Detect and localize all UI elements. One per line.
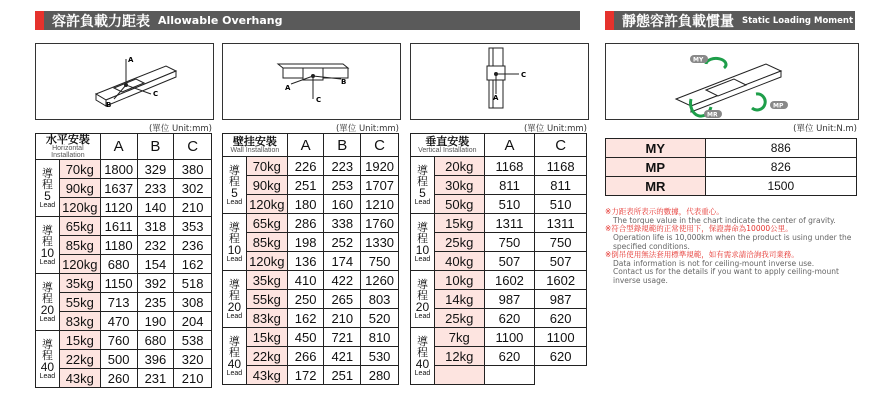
axis-a-label: A — [128, 56, 134, 64]
unit-label-vertical: (單位 Unit:mm) — [523, 124, 587, 134]
value-cell: 232 — [137, 236, 174, 255]
moment-key: MY — [606, 139, 706, 158]
mr-label: MR — [707, 111, 718, 119]
value-cell: 450 — [287, 328, 324, 347]
moment-header — [605, 11, 855, 30]
table-row — [411, 252, 587, 271]
value-cell: 1168 — [535, 157, 587, 176]
load-cell: 15kg — [246, 328, 287, 347]
table-row — [411, 366, 587, 385]
table-row — [223, 366, 399, 385]
note-2-en-1: Operation life is 10,000km when the product is using under the — [613, 232, 852, 242]
note-2-en-2: specified conditions. — [613, 241, 690, 251]
overhang-title-zh: 容許負載力距表 — [52, 13, 150, 30]
axis-b-label: B — [106, 101, 112, 109]
table-row — [223, 290, 399, 309]
axis-b-label: B — [341, 78, 347, 86]
load-cell: 83kg — [246, 309, 287, 328]
value-cell: 1637 — [100, 179, 137, 198]
load-cell: 65kg — [59, 217, 100, 236]
load-cell: 120kg — [246, 252, 287, 271]
value-cell: 210 — [324, 309, 361, 328]
lead-cell: 導 程 20 Lead — [411, 271, 435, 328]
horizontal-overhang-table — [35, 133, 212, 388]
axis-a-label: A — [493, 94, 499, 102]
table-row — [411, 271, 587, 290]
lead-cell: 導 程 10 Lead — [223, 214, 247, 271]
value-cell: 1311 — [535, 214, 587, 233]
value-cell: 233 — [137, 179, 174, 198]
load-cell: 22kg — [246, 347, 287, 366]
load-cell: 85kg — [59, 236, 100, 255]
table-row — [36, 369, 212, 388]
moment-value: 826 — [705, 158, 856, 177]
table-row — [36, 331, 212, 350]
value-cell: 421 — [324, 347, 361, 366]
value-cell: 520 — [361, 309, 399, 328]
table-row — [223, 195, 399, 214]
overhang-title-en: Allowable Overhang — [158, 14, 283, 27]
axis-c-label: C — [153, 90, 159, 98]
value-cell: 620 — [484, 309, 535, 328]
table-row — [36, 198, 212, 217]
my-label: MY — [693, 56, 704, 64]
value-cell: 308 — [174, 293, 212, 312]
table-row — [411, 347, 587, 366]
value-cell: 721 — [324, 328, 361, 347]
value-cell: 507 — [535, 252, 587, 271]
value-cell: 1311 — [484, 214, 535, 233]
value-cell: 231 — [137, 369, 174, 388]
value-cell: 266 — [287, 347, 324, 366]
value-cell: 226 — [287, 157, 324, 176]
install-type-header: 壁挂安裝 Wall Installation — [223, 134, 288, 157]
load-cell: 35kg — [59, 274, 100, 293]
value-cell: 140 — [137, 198, 174, 217]
axis-a-label: A — [285, 84, 291, 92]
header-accent-mark — [605, 11, 614, 30]
mp-label: MP — [773, 102, 784, 110]
table-row — [223, 214, 399, 233]
horizontal-slider-icon — [36, 44, 213, 119]
value-cell: 198 — [287, 233, 324, 252]
note-1-en: The torque value in the chart indicate the center of gravity. — [613, 215, 836, 225]
value-cell: 190 — [137, 312, 174, 331]
load-cell: 15kg — [434, 214, 484, 233]
col-b-header: B — [137, 134, 174, 160]
moment-diagram — [605, 43, 859, 120]
vertical-slider-icon — [411, 44, 588, 119]
unit-label-horizontal: (單位 Unit:mm) — [148, 124, 212, 134]
value-cell: 1602 — [484, 271, 535, 290]
load-cell: 20kg — [434, 157, 484, 176]
lead-cell: 導 程 20 Lead — [36, 274, 60, 331]
value-cell: 750 — [535, 233, 587, 252]
value-cell: 250 — [287, 290, 324, 309]
value-cell: 810 — [361, 328, 399, 347]
value-cell: 396 — [137, 350, 174, 369]
value-cell: 510 — [535, 195, 587, 214]
value-cell: 803 — [361, 290, 399, 309]
moment-slider-icon — [606, 44, 858, 119]
lead-cell: 導 程 40 Lead — [36, 331, 60, 388]
load-cell: 70kg — [246, 157, 287, 176]
col-a-header: A — [100, 134, 137, 160]
value-cell: 223 — [324, 157, 361, 176]
value-cell: 251 — [324, 366, 361, 385]
note-3-en-2: Contact us for the details if you want to apply ceiling-mount — [613, 267, 839, 277]
load-cell: 50kg — [434, 195, 484, 214]
value-cell: 174 — [324, 252, 361, 271]
value-cell: 680 — [100, 255, 137, 274]
value-cell: 172 — [287, 366, 324, 385]
value-cell: 620 — [484, 347, 535, 366]
unit-label-wall: (單位 Unit:mm) — [335, 124, 399, 134]
table-row — [411, 157, 587, 176]
load-cell: 55kg — [246, 290, 287, 309]
moment-value: 1500 — [705, 177, 856, 196]
value-cell: 987 — [484, 290, 535, 309]
lead-cell: 導 程 40 Lead — [411, 328, 435, 385]
note-3-en-1: Data information is not for ceiling-mount inverse use. — [613, 258, 815, 268]
load-cell: 85kg — [246, 233, 287, 252]
moment-row — [606, 158, 857, 177]
lead-cell: 導 程 5 Lead — [223, 157, 247, 214]
value-cell: 410 — [287, 271, 324, 290]
load-cell — [434, 366, 484, 385]
load-cell: 14kg — [434, 290, 484, 309]
col-a-header: A — [287, 134, 324, 157]
value-cell: 280 — [361, 366, 399, 385]
table-row — [223, 176, 399, 195]
lead-cell: 導 程 5 Lead — [36, 160, 60, 217]
load-cell: 83kg — [59, 312, 100, 331]
table-row — [411, 328, 587, 347]
load-cell: 120kg — [246, 195, 287, 214]
table-row — [36, 160, 212, 179]
value-cell: 265 — [324, 290, 361, 309]
value-cell: 160 — [324, 195, 361, 214]
table-row — [223, 309, 399, 328]
value-cell: 760 — [100, 331, 137, 350]
value-cell: 811 — [535, 176, 587, 195]
moment-row — [606, 139, 857, 158]
header-accent-mark — [35, 11, 44, 30]
value-cell: 180 — [287, 195, 324, 214]
load-cell: 120kg — [59, 255, 100, 274]
moment-row — [606, 177, 857, 196]
value-cell: 1707 — [361, 176, 399, 195]
value-cell: 338 — [324, 214, 361, 233]
col-a-header: A — [484, 134, 535, 157]
value-cell: 1800 — [100, 160, 137, 179]
moment-key: MR — [606, 177, 706, 196]
table-row — [411, 176, 587, 195]
value-cell: 987 — [535, 290, 587, 309]
value-cell: 260 — [100, 369, 137, 388]
load-cell: 10kg — [434, 271, 484, 290]
value-cell: 538 — [174, 331, 212, 350]
load-cell: 70kg — [59, 160, 100, 179]
load-cell: 15kg — [59, 331, 100, 350]
value-cell: 620 — [535, 309, 587, 328]
value-cell — [484, 366, 535, 385]
value-cell: 500 — [100, 350, 137, 369]
value-cell: 1168 — [484, 157, 535, 176]
load-cell: 65kg — [246, 214, 287, 233]
value-cell: 750 — [361, 252, 399, 271]
vertical-install-diagram — [410, 43, 589, 120]
table-row — [411, 195, 587, 214]
note-3-en-3: inverse usage. — [613, 276, 668, 285]
install-type-header: 水平安裝 Horizontal Installation — [36, 134, 101, 160]
value-cell: 518 — [174, 274, 212, 293]
value-cell: 811 — [484, 176, 535, 195]
note-1-zh: ※力距表所表示的數據，代表重心。 — [605, 207, 724, 216]
col-c-header: C — [174, 134, 212, 160]
value-cell: 320 — [174, 350, 212, 369]
unit-label-moment: (單位 Unit:N.m) — [793, 124, 857, 134]
value-cell: 1611 — [100, 217, 137, 236]
wall-install-diagram — [222, 43, 401, 120]
lead-cell: 導 程 10 Lead — [411, 214, 435, 271]
moment-title-zh: 靜態容許負載慣量 — [622, 13, 734, 30]
table-row — [411, 214, 587, 233]
load-cell: 12kg — [434, 347, 484, 366]
value-cell: 353 — [174, 217, 212, 236]
table-row — [36, 293, 212, 312]
wall-overhang-table — [222, 133, 399, 385]
value-cell: 510 — [484, 195, 535, 214]
horizontal-install-diagram — [35, 43, 214, 120]
load-cell: 25kg — [434, 233, 484, 252]
value-cell: 1120 — [100, 198, 137, 217]
value-cell: 680 — [137, 331, 174, 350]
axis-c-label: C — [521, 71, 527, 79]
value-cell: 318 — [137, 217, 174, 236]
value-cell: 302 — [174, 179, 212, 198]
value-cell: 136 — [287, 252, 324, 271]
value-cell: 329 — [137, 160, 174, 179]
value-cell: 162 — [287, 309, 324, 328]
col-c-header: C — [535, 134, 587, 157]
load-cell: 7kg — [434, 328, 484, 347]
load-cell: 90kg — [59, 179, 100, 198]
load-cell: 30kg — [434, 176, 484, 195]
value-cell: 252 — [324, 233, 361, 252]
value-cell: 1760 — [361, 214, 399, 233]
load-cell: 22kg — [59, 350, 100, 369]
install-type-header: 垂直安裝 Vertical Installation — [411, 134, 485, 157]
lead-cell: 導 程 20 Lead — [223, 271, 247, 328]
value-cell: 713 — [100, 293, 137, 312]
value-cell: 204 — [174, 312, 212, 331]
value-cell: 210 — [174, 369, 212, 388]
value-cell: 1100 — [484, 328, 535, 347]
table-row — [36, 274, 212, 293]
table-row — [36, 217, 212, 236]
load-cell: 35kg — [246, 271, 287, 290]
value-cell: 380 — [174, 160, 212, 179]
table-row — [223, 233, 399, 252]
value-cell: 1180 — [100, 236, 137, 255]
vertical-overhang-table — [410, 133, 587, 385]
value-cell: 620 — [535, 347, 587, 366]
load-cell: 43kg — [59, 369, 100, 388]
table-row — [411, 309, 587, 328]
table-row — [223, 347, 399, 366]
value-cell: 750 — [484, 233, 535, 252]
value-cell: 286 — [287, 214, 324, 233]
load-cell: 40kg — [434, 252, 484, 271]
col-b-header: B — [324, 134, 361, 157]
lead-cell: 導 程 5 Lead — [411, 157, 435, 214]
col-c-header: C — [361, 134, 399, 157]
value-cell: 392 — [137, 274, 174, 293]
value-cell: 1100 — [535, 328, 587, 347]
table-row — [36, 236, 212, 255]
value-cell: 1330 — [361, 233, 399, 252]
note-3-zh: ※倒吊使用無法套用標準規範，如有需求請洽詢我司業務。 — [605, 250, 799, 260]
value-cell: 1920 — [361, 157, 399, 176]
table-row — [411, 290, 587, 309]
value-cell: 1210 — [361, 195, 399, 214]
table-row — [36, 179, 212, 198]
value-cell: 422 — [324, 271, 361, 290]
load-cell: 120kg — [59, 198, 100, 217]
moment-key: MP — [606, 158, 706, 177]
table-row — [223, 328, 399, 347]
table-row — [36, 350, 212, 369]
moment-value: 886 — [705, 139, 856, 158]
table-row — [411, 233, 587, 252]
value-cell: 1602 — [535, 271, 587, 290]
table-row — [223, 252, 399, 271]
value-cell: 530 — [361, 347, 399, 366]
load-cell: 90kg — [246, 176, 287, 195]
axis-c-label: C — [316, 96, 322, 104]
load-cell: 55kg — [59, 293, 100, 312]
value-cell: 236 — [174, 236, 212, 255]
overhang-header — [35, 11, 580, 30]
notes — [605, 208, 895, 286]
table-row — [36, 255, 212, 274]
table-row — [223, 271, 399, 290]
static-moment-table — [605, 138, 857, 196]
value-cell: 210 — [174, 198, 212, 217]
table-row — [223, 157, 399, 176]
value-cell: 253 — [324, 176, 361, 195]
moment-title-en: Static Loading Moment — [742, 15, 854, 26]
value-cell: 1150 — [100, 274, 137, 293]
table-row — [36, 312, 212, 331]
load-cell: 43kg — [246, 366, 287, 385]
value-cell: 235 — [137, 293, 174, 312]
note-2-zh: ※符合型錄規範的正常使用下，保證壽命為10000公里。 — [605, 224, 793, 234]
load-cell: 25kg — [434, 309, 484, 328]
value-cell: 251 — [287, 176, 324, 195]
value-cell: 162 — [174, 255, 212, 274]
lead-cell: 導 程 40 Lead — [223, 328, 247, 385]
value-cell: 470 — [100, 312, 137, 331]
value-cell: 1260 — [361, 271, 399, 290]
wall-slider-icon — [223, 44, 400, 119]
value-cell: 154 — [137, 255, 174, 274]
lead-cell: 導 程 10 Lead — [36, 217, 60, 274]
value-cell: 507 — [484, 252, 535, 271]
